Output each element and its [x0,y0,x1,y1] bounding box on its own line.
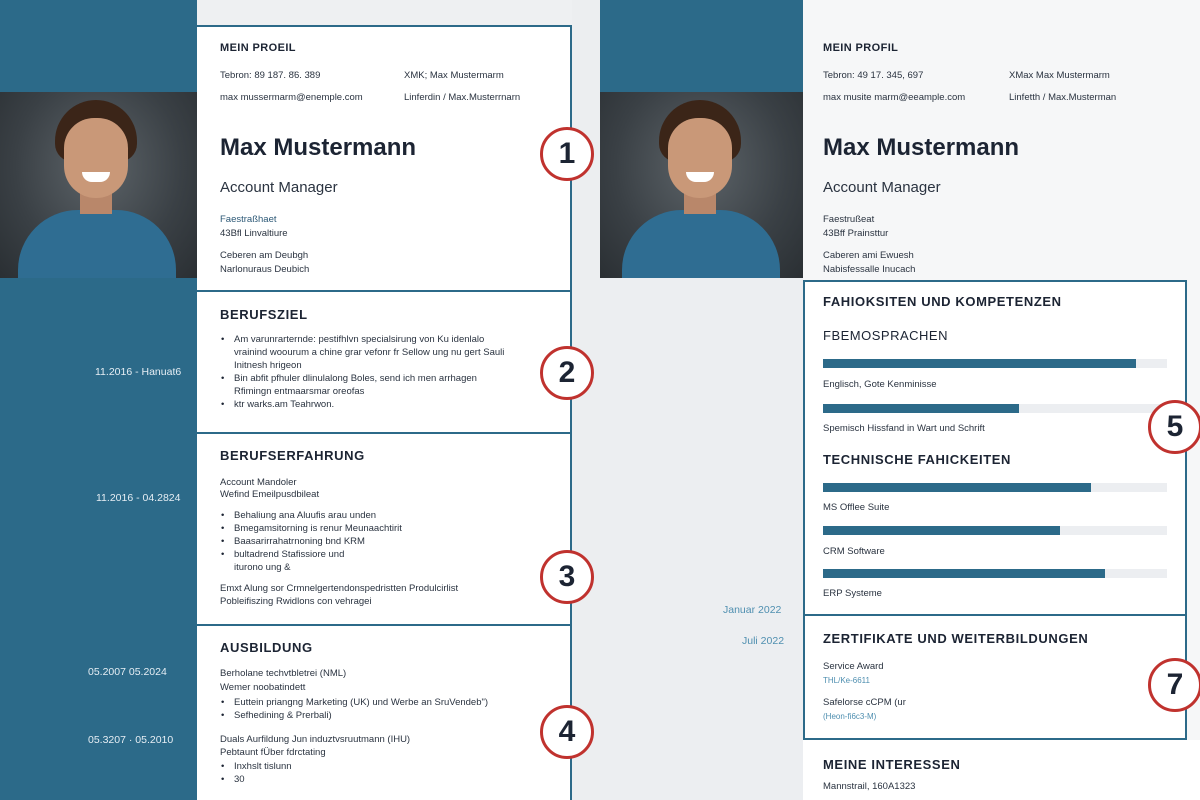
list-item: • Am varunrarternde: pestifhlvn specialsirung von Ku idenlalo vrainind woourum a chine grar vefonr fr Sellow ung nu gert Sauli Initnesh hrigeon [220,333,540,372]
left-card-top-border [197,25,572,27]
left-sidebar-bottom [0,278,197,800]
education-entry1-line1: Berholane techvtbletrei (NML) [220,668,347,679]
cert-sub-1: THL/Ke-6611 [823,676,870,685]
contact-xing: XMK; Max Mustermarm [404,70,504,81]
birth-line-1: Ceberen am Deubgh [220,250,309,261]
language-bar-english [823,359,1167,368]
date-1: 11.2016 - Hanuat6 [95,366,182,378]
address-line-1-right: Faestrußeat [823,214,875,225]
tech-skills-title: TECHNISCHE FAHICKEITEN [823,452,1011,467]
callout-badge-5: 5 [1148,400,1200,454]
callout-badge-4: 4 [540,705,594,759]
callout-badge-1: 1 [540,127,594,181]
profile-photo-right [600,92,803,278]
experience-bullets [220,509,530,574]
candidate-name-right: Max Mustermann [823,134,1020,161]
callout-badge-7: 7 [1148,658,1200,712]
skills-title: FAHIOKSITEN UND KOMPETENZEN [823,294,1062,309]
contact-linkedin: Linferdin / Max.Musterrnarn [404,92,521,103]
language-label-english: Englisch, Gote Kenminisse [823,379,937,390]
divider [803,614,1187,616]
divider [197,624,572,626]
cert-sub-2: (Heon-fi6c3-M) [823,712,877,721]
list-item: • bultadrend Stafissiore und iturono ung & [220,548,530,574]
experience-footer-2: Pobleifiszing Rwidlons con vehragei [220,596,372,607]
profile-heading-right: MEIN PROFIL [823,42,899,54]
address-line-2-right: 43Bff Prainsttur [823,228,889,239]
candidate-role-right: Account Manager [823,179,941,196]
cert-name-1: Service Award [823,661,884,672]
contact-xing-right: XMax Max Mustermarm [1009,70,1110,81]
candidate-name: Max Mustermann [220,134,417,161]
experience-footer-1: Emxt Alung sor Crmnelgertendonspedristten Produlcirlist [220,583,459,594]
right-sidebar-top [600,0,803,92]
divider [197,290,572,292]
birth-line-2-right: Nabisfessalle Inucach [823,264,916,275]
language-bar-spanish [823,404,1167,413]
interests-title: MEINE INTERESSEN [823,757,961,772]
date-4: 05.3207 · 05.2010 [88,734,174,746]
list-item: • Sefhedining & Prerbali) [220,709,530,722]
list-item: • Bin abfit pfhuler dlinulalong Boles, send ich men arrhagen Rfimingn entmaarsmar oreofas [220,372,540,398]
contact-email: max mussermarm@enemple.com [220,92,363,103]
contact-phone-right: Tebron: 49 17. 345, 697 [823,70,924,81]
tech-label-crm: CRM Software [823,546,885,557]
education-entry2-line2: Pebtaunt fÜber fdrctating [220,747,326,758]
experience-position: Account Mandoler [220,477,297,488]
birth-line-1-right: Caberen ami Ewuesh [823,250,914,261]
callout-badge-3: 3 [540,550,594,604]
tech-bar-erp [823,569,1167,578]
experience-company: Wefind Emeilpusdbileat [220,489,320,500]
language-label-spanish: Spemisch Hissfand in Wart und Schrift [823,423,985,434]
address-line-2: 43Bfl Linvaltiure [220,228,288,239]
tech-label-ms-office: MS Offlee Suite [823,502,890,513]
tech-bar-ms-office [823,483,1167,492]
date-juli-2022: Juli 2022 [742,635,785,647]
education-entry2-bullets [220,760,530,786]
list-item: • Behaliung ana Aluufis arau unden [220,509,530,522]
list-item: • Baasarirrahatrnoning bnd KRM [220,535,530,548]
cert-name-2: Safelorse cCPM (ur [823,697,906,708]
education-entry2-line1: Duals Aurfildung Jun induztvsruutmann (IHU) [220,734,411,745]
tech-label-erp: ERP Systeme [823,588,882,599]
right-sidebar-lower [600,278,803,800]
birth-line-2: Narlonuraus Deubich [220,264,310,275]
divider [197,432,572,434]
list-item: • 30 [220,773,530,786]
contact-phone: Tebron: 89 187. 8̈6. 3̈89 [220,70,321,81]
list-item: • ktr warks.am Teahrwon. [220,398,540,411]
education-entry1-line2: Wemer noobatindett [220,682,306,693]
list-item: • Euttein priangng Marketing (UK) und Werbe an SruVendeb") [220,696,530,709]
candidate-role: Account Manager [220,179,338,196]
address-line-1: Faestraßhaet [220,214,277,225]
section-title-berufsziel: BERUFSZIEL [220,307,308,322]
section-title-berufserfahrung: BERUFSERFAHRUNG [220,448,365,463]
berufsziel-text [220,333,540,411]
interests-line: Mannstrail, 160A1323 [823,781,916,792]
profile-heading: MEIN PROEIL [220,42,296,54]
section-title-ausbildung: AUSBILDUNG [220,640,313,655]
contact-linkedin-right: Linfetth / Max.Musterman [1009,92,1117,103]
education-entry1-bullets [220,696,530,722]
list-item: • Bmegamsitorning is renur Meunaachtirit [220,522,530,535]
left-sidebar-top [0,0,197,92]
date-3: 05.2007 05.2024 [88,666,167,678]
tech-bar-crm [823,526,1167,535]
date-januar-2022: Januar 2022 [723,604,782,616]
date-2: 11.2016 - 04.2824 [96,492,181,504]
languages-title: FBEMOSPRACHEN [823,328,948,343]
profile-photo-left [0,92,197,278]
contact-email-right: max musite marm@eeample.com [823,92,966,103]
certificates-title: ZERTIFIKATE UND WEITERBILDUNGEN [823,631,1089,646]
callout-badge-2: 2 [540,346,594,400]
list-item: • Inxhslt tislunn [220,760,530,773]
left-gray-margin [572,0,600,800]
